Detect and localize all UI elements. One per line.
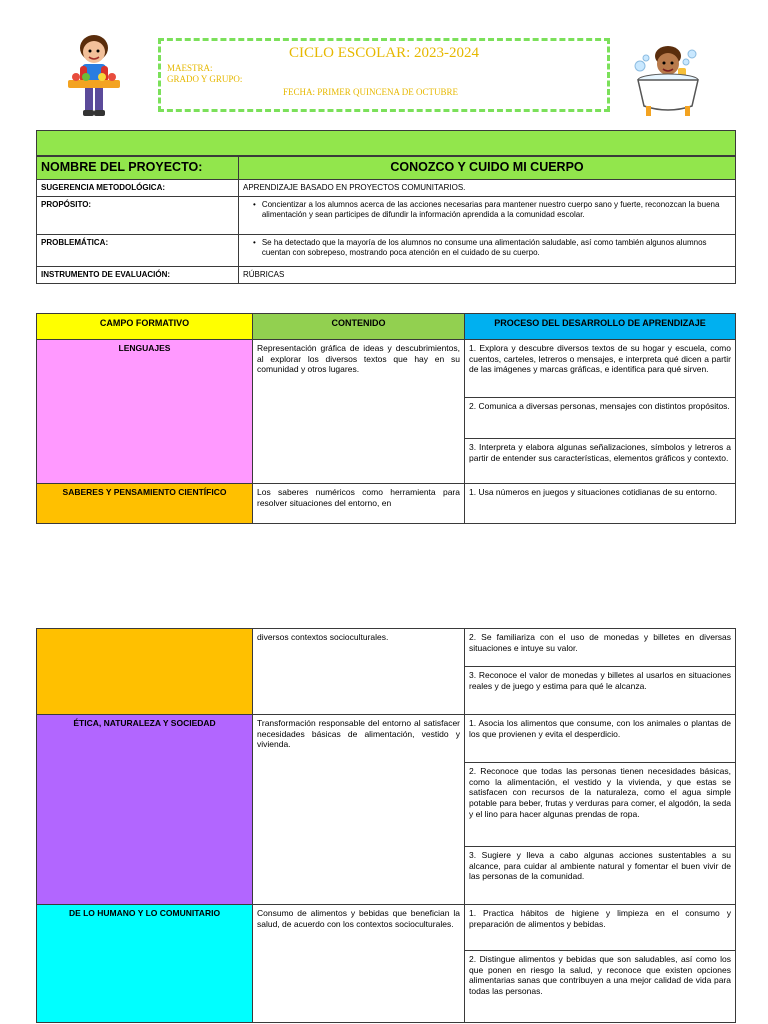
process-lenguajes-2: 2. Comunica a diversas personas, mensajes con distintos propósitos. xyxy=(465,398,736,439)
process-etica-2: 2. Reconoce que todas las personas tienen necesidades básicas, como la alimentación, el vestido y la vivienda, y que estas se satisfacen con recursos de la naturaleza, como el agua simple potable para beber, frutas y verduras para comer, el algodón, la seda y el lino para hacer algunas prendas de ropa. xyxy=(465,763,736,847)
purpose-cell: • Concientizar a los alumnos acerca de las acciones necesarias para mantener nuestro cuerpo sano y fuerte, reconozcan la buena alimentación y sean participes de difundir la información aprendida a la comunidad escolar. xyxy=(239,196,736,234)
evaluation-label: INSTRUMENTO DE EVALUACIÓN: xyxy=(37,266,239,283)
field-etica: ÉTICA, NATURALEZA Y SOCIEDAD xyxy=(37,715,253,905)
process-saberes-2: 2. Se familiariza con el uso de monedas y billetes en diversas situaciones e intuye su valor. xyxy=(465,629,736,667)
learning-table-2 xyxy=(36,628,736,1023)
problem-cell: • Se ha detectado que la mayoría de los alumnos no consume una alimentación saludable, así como también algunos alumnos cuentan con sobrepeso, mostrando poca atención en el cuidado de su cuerpo. xyxy=(239,234,736,266)
content-saberes-b: diversos contextos socioculturales. xyxy=(253,629,465,715)
process-saberes-3: 3. Reconoce el valor de monedas y billetes al usarlos en situaciones reales y de juego y estima para qué le alcanza. xyxy=(465,667,736,715)
field-saberes: SABERES Y PENSAMIENTO CIENTÍFICO xyxy=(37,484,253,524)
field-saberes-continued xyxy=(37,629,253,715)
header-box xyxy=(158,38,610,112)
process-lenguajes-3: 3. Interpreta y elabora algunas señalizaciones, símbolos y letreros a partir de entender sus características, elementos gráficos y contexto. xyxy=(465,439,736,484)
process-lenguajes-1: 1. Explora y descubre diversos textos de su hogar y escuela, como cuentos, carteles, letreros o mensajes, e interpreta qué dicen a partir de las imágenes y marcas gráficas, e identifica para qué sirven. xyxy=(465,340,736,398)
process-etica-1: 1. Asocia los alimentos que consume, con los animales o plantas de los que provienen y evita el desperdicio. xyxy=(465,715,736,763)
evaluation-value: RÚBRICAS xyxy=(239,266,736,283)
boy-with-food-tray-icon xyxy=(62,30,126,122)
process-humano-2: 2. Distingue alimentos y bebidas que son saludables, así como los que ponen en riesgo la salud, y reconoce que existen opciones alimentarias sanas que contribuyen a una mejor calidad de vida para todas las personas. xyxy=(465,951,736,1023)
content-saberes-a: Los saberes numéricos como herramienta para resolver situaciones del entorno, en xyxy=(253,484,465,524)
methodology-label: SUGERENCIA METODOLÓGICA: xyxy=(37,179,239,196)
project-name-label: NOMBRE DEL PROYECTO: xyxy=(37,157,239,180)
header-contenido: CONTENIDO xyxy=(253,314,465,340)
purpose-label: PROPÓSITO: xyxy=(37,196,239,234)
content-humano: Consumo de alimentos y bebidas que benefician la salud, de acuerdo con los contextos socioculturales. xyxy=(253,905,465,1023)
purpose-value: Concientizar a los alumnos acerca de las acciones necesarias para mantener nuestro cuerpo sano y fuerte, reconozcan la buena alimentación y sean participes de difundir la información aprendida a la comunidad escolar. xyxy=(261,199,720,219)
problem-label: PROBLEMÁTICA: xyxy=(37,234,239,266)
header-campo: CAMPO FORMATIVO xyxy=(37,314,253,340)
content-etica: Transformación responsable del entorno al satisfacer necesidades básicas de alimentación, vestido y vivienda. xyxy=(253,715,465,905)
grade-label: GRADO Y GRUPO: xyxy=(167,74,243,84)
learning-table-1 xyxy=(36,313,736,524)
project-name-value: CONOZCO Y CUIDO MI CUERPO xyxy=(239,157,736,180)
school-cycle: CICLO ESCOLAR: 2023-2024 xyxy=(288,45,479,61)
process-saberes-1: 1. Usa números en juegos y situaciones cotidianas de su entorno. xyxy=(465,484,736,524)
methodology-value: APRENDIZAJE BASADO EN PROYECTOS COMUNITARIOS. xyxy=(239,179,736,196)
teacher-label: MAESTRA: xyxy=(167,63,213,73)
field-humano: DE LO HUMANO Y LO COMUNITARIO xyxy=(37,905,253,1023)
date-label: FECHA: PRIMER QUINCENA DE OCTUBRE xyxy=(283,87,459,97)
green-band xyxy=(36,130,736,156)
process-etica-3: 3. Sugiere y lleva a cabo algunas acciones sustentables a su alcance, para cuidar al ambiente natural y fomentar el buen vivir de las personas de la comunidad. xyxy=(465,847,736,905)
header-proceso: PROCESO DEL DESARROLLO DE APRENDIZAJE xyxy=(465,314,736,340)
girl-in-bathtub-icon xyxy=(630,40,706,120)
problem-value: Se ha detectado que la mayoría de los alumnos no consume una alimentación saludable, así como también algunos alumnos cuentan con sobrepeso, mostrando poca atención en el cuidado de su cuerpo. xyxy=(261,237,707,257)
process-humano-1: 1. Practica hábitos de higiene y limpieza en el consumo y preparación de alimentos y bebidas. xyxy=(465,905,736,951)
field-lenguajes: LENGUAJES xyxy=(37,340,253,484)
project-table xyxy=(36,156,736,284)
content-lenguajes: Representación gráfica de ideas y descubrimientos, al explorar los diversos textos que hay en su comunidad y otros lugares. xyxy=(253,340,465,484)
